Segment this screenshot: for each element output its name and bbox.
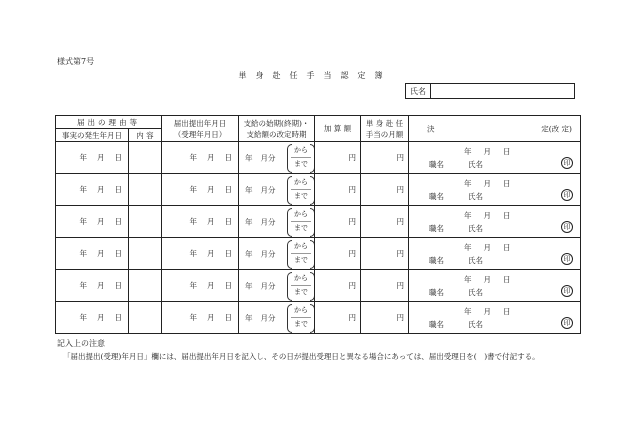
post-label: 職名 [429, 192, 444, 201]
data-rows [56, 142, 581, 334]
header-decision [409, 116, 581, 142]
occurred-month: 月 [97, 249, 105, 258]
header-submit-date [162, 116, 239, 142]
occurred-day: 日 [114, 217, 122, 226]
cell-submit-date[interactable] [162, 302, 239, 334]
occurred-day: 日 [114, 153, 122, 162]
from-label: から [294, 210, 308, 218]
cell-addition[interactable] [315, 238, 361, 270]
cell-date-occurred[interactable] [56, 270, 129, 302]
from-label: から [294, 242, 308, 250]
cell-monthly[interactable] [361, 270, 409, 302]
occurred-day: 日 [114, 313, 122, 322]
seal-icon: 印 [561, 285, 573, 297]
occurred-year: 年 [79, 313, 87, 322]
submit-year: 年 [189, 313, 197, 322]
cell-monthly[interactable] [361, 302, 409, 334]
table-row [56, 270, 581, 302]
occurred-day: 日 [114, 281, 122, 290]
from-until-bracket [291, 144, 311, 171]
from-label: から [294, 274, 308, 282]
header-date-occurred: 事実の発生年月日 [56, 129, 129, 142]
occurred-year: 年 [79, 217, 87, 226]
notes-heading: 記入上の注意 [57, 339, 105, 348]
table-row [56, 238, 581, 270]
period-month-part: 月分 [260, 217, 276, 226]
submit-year: 年 [189, 185, 197, 194]
decision-day: 日 [503, 243, 511, 252]
period-month-part: 月分 [260, 185, 276, 194]
decision-month: 月 [483, 179, 491, 188]
from-until-bracket [291, 272, 311, 299]
from-until-bracket [291, 208, 311, 235]
occurred-month: 月 [97, 281, 105, 290]
cell-date-occurred[interactable] [56, 142, 129, 174]
cell-submit-date[interactable] [162, 238, 239, 270]
monthly-yen: 円 [396, 313, 404, 322]
header-row-1 [56, 116, 581, 129]
from-until-bracket [291, 304, 311, 331]
addition-yen: 円 [348, 153, 356, 162]
cell-period[interactable] [239, 206, 315, 238]
post-label: 職名 [429, 288, 444, 297]
period-year: 年 [245, 249, 253, 258]
period-month-part: 月分 [260, 249, 276, 258]
cell-date-occurred[interactable] [56, 206, 129, 238]
cell-monthly[interactable] [361, 174, 409, 206]
cell-submit-date[interactable] [162, 206, 239, 238]
cell-addition[interactable] [315, 270, 361, 302]
decision-month: 月 [483, 243, 491, 252]
decision-month: 月 [483, 275, 491, 284]
header-period-line1: 支給の始期(終期)・ [243, 118, 310, 128]
approver-name-label: 氏名 [468, 320, 483, 329]
submit-year: 年 [189, 281, 197, 290]
period-year: 年 [245, 313, 253, 322]
decision-year: 年 [464, 243, 472, 252]
submit-month: 月 [207, 185, 215, 194]
until-label: まで [291, 157, 311, 171]
approver-name-label: 氏名 [468, 192, 483, 201]
seal-icon: 印 [561, 317, 573, 329]
form-number: 様式第7号 [57, 57, 95, 66]
table-row [56, 302, 581, 334]
header-monthly-line2: 手当の月額 [365, 129, 404, 139]
decision-day: 日 [503, 147, 511, 156]
submit-day: 日 [224, 217, 232, 226]
approver-name-label: 氏名 [468, 288, 483, 297]
name-field[interactable] [405, 83, 575, 99]
header-content: 内 容 [129, 129, 162, 142]
cell-content[interactable] [129, 302, 162, 334]
submit-month: 月 [207, 217, 215, 226]
occurred-year: 年 [79, 249, 87, 258]
until-label: まで [291, 317, 311, 331]
cell-decision[interactable] [409, 174, 581, 206]
cell-decision[interactable] [409, 206, 581, 238]
addition-yen: 円 [348, 249, 356, 258]
name-label: 氏名 [406, 84, 431, 98]
seal-icon: 印 [561, 189, 573, 201]
monthly-yen: 円 [396, 281, 404, 290]
decision-day: 日 [503, 211, 511, 220]
decision-day: 日 [503, 179, 511, 188]
submit-day: 日 [224, 185, 232, 194]
decision-day: 日 [503, 307, 511, 316]
cell-decision[interactable] [409, 238, 581, 270]
decision-month: 月 [483, 147, 491, 156]
period-month-part: 月分 [260, 153, 276, 162]
cell-addition[interactable] [315, 142, 361, 174]
seal-icon: 印 [561, 253, 573, 265]
occurred-year: 年 [79, 281, 87, 290]
period-year: 年 [245, 153, 253, 162]
table-row [56, 174, 581, 206]
cell-period[interactable] [239, 302, 315, 334]
submit-year: 年 [189, 249, 197, 258]
cell-date-occurred[interactable] [56, 238, 129, 270]
cell-monthly[interactable] [361, 206, 409, 238]
until-label: まで [291, 221, 311, 235]
notes-text: 「届出提出(受理)年月日」欄には、届出提出年月日を記入し、その日が提出受理日と異なる場合にあっては、届出受理日を( )書で付記する。 [63, 352, 540, 361]
post-label: 職名 [429, 320, 444, 329]
approver-name-label: 氏名 [468, 160, 483, 169]
submit-year: 年 [189, 217, 197, 226]
decision-day: 日 [503, 275, 511, 284]
cell-monthly[interactable] [361, 142, 409, 174]
from-label: から [294, 146, 308, 154]
seal-icon: 印 [561, 157, 573, 169]
document-title: 単身赴任手当認定簿 [238, 71, 392, 80]
header-reason: 届出の理由等 [56, 116, 162, 129]
submit-month: 月 [207, 153, 215, 162]
cell-content[interactable] [129, 270, 162, 302]
submit-day: 日 [224, 153, 232, 162]
from-until-bracket [291, 240, 311, 267]
occurred-day: 日 [114, 185, 122, 194]
until-label: まで [291, 285, 311, 299]
header-submit-date-line2: （受理年月日） [173, 129, 227, 139]
header-submit-date-line1: 届出提出年月日 [173, 118, 227, 128]
decision-month: 月 [483, 211, 491, 220]
post-label: 職名 [429, 256, 444, 265]
occurred-day: 日 [114, 249, 122, 258]
monthly-yen: 円 [396, 217, 404, 226]
approver-name-label: 氏名 [468, 224, 483, 233]
submit-day: 日 [224, 281, 232, 290]
header-addition: 加 算 額 [315, 116, 361, 142]
cell-decision[interactable] [409, 270, 581, 302]
decision-year: 年 [464, 179, 472, 188]
occurred-month: 月 [97, 217, 105, 226]
from-label: から [294, 178, 308, 186]
submit-month: 月 [207, 281, 215, 290]
period-year: 年 [245, 185, 253, 194]
header-monthly [361, 116, 409, 142]
occurred-year: 年 [79, 153, 87, 162]
submit-day: 日 [224, 313, 232, 322]
occurred-month: 月 [97, 185, 105, 194]
decision-year: 年 [464, 275, 472, 284]
submit-day: 日 [224, 249, 232, 258]
cell-content[interactable] [129, 206, 162, 238]
header-monthly-line1: 単 身 赴 任 [365, 118, 404, 128]
header-decision-right: 定(改 定) [541, 124, 572, 133]
cell-content[interactable] [129, 238, 162, 270]
until-label: まで [291, 253, 311, 267]
from-label: から [294, 306, 308, 314]
cell-addition[interactable] [315, 206, 361, 238]
addition-yen: 円 [348, 217, 356, 226]
cell-period[interactable] [239, 142, 315, 174]
period-year: 年 [245, 281, 253, 290]
post-label: 職名 [429, 224, 444, 233]
table-row [56, 142, 581, 174]
cell-submit-date[interactable] [162, 174, 239, 206]
cell-content[interactable] [129, 174, 162, 206]
period-month-part: 月分 [260, 281, 276, 290]
header-decision-left: 決 [427, 124, 435, 133]
submit-month: 月 [207, 313, 215, 322]
occurred-month: 月 [97, 313, 105, 322]
post-label: 職名 [429, 160, 444, 169]
period-year: 年 [245, 217, 253, 226]
from-until-bracket [291, 176, 311, 203]
decision-year: 年 [464, 307, 472, 316]
occurred-month: 月 [97, 153, 105, 162]
monthly-yen: 円 [396, 185, 404, 194]
cell-submit-date[interactable] [162, 270, 239, 302]
monthly-yen: 円 [396, 153, 404, 162]
period-month-part: 月分 [260, 313, 276, 322]
cell-submit-date[interactable] [162, 142, 239, 174]
occurred-year: 年 [79, 185, 87, 194]
until-label: まで [291, 189, 311, 203]
cell-decision[interactable] [409, 142, 581, 174]
cell-period[interactable] [239, 238, 315, 270]
cell-addition[interactable] [315, 302, 361, 334]
decision-year: 年 [464, 211, 472, 220]
cell-monthly[interactable] [361, 238, 409, 270]
cell-date-occurred[interactable] [56, 174, 129, 206]
submit-year: 年 [189, 153, 197, 162]
decision-month: 月 [483, 307, 491, 316]
cell-decision[interactable] [409, 302, 581, 334]
addition-yen: 円 [348, 313, 356, 322]
seal-icon: 印 [561, 221, 573, 233]
approver-name-label: 氏名 [468, 256, 483, 265]
header-period [239, 116, 315, 142]
addition-yen: 円 [348, 281, 356, 290]
cell-period[interactable] [239, 174, 315, 206]
table-row [56, 206, 581, 238]
decision-year: 年 [464, 147, 472, 156]
monthly-yen: 円 [396, 249, 404, 258]
cell-addition[interactable] [315, 174, 361, 206]
cell-date-occurred[interactable] [56, 302, 129, 334]
header-period-line2: 支給額の改定時期 [246, 129, 307, 139]
certification-table [55, 115, 581, 334]
cell-content[interactable] [129, 142, 162, 174]
cell-period[interactable] [239, 270, 315, 302]
submit-month: 月 [207, 249, 215, 258]
addition-yen: 円 [348, 185, 356, 194]
